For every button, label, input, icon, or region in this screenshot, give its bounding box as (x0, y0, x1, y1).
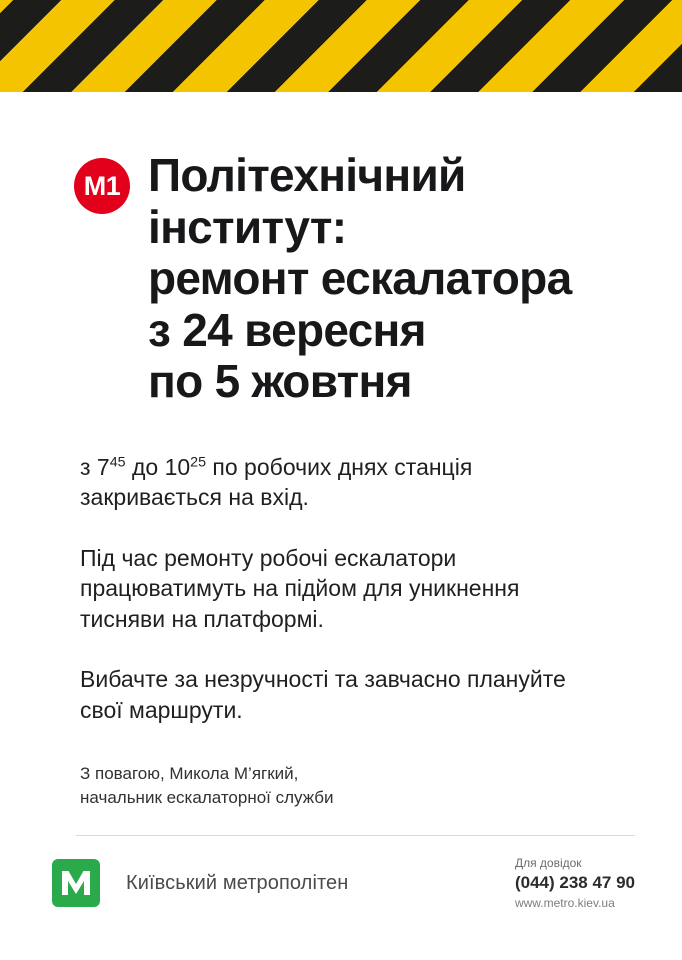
paragraph-apology: Вибачте за незручності та завчасно плануйте свої маршрути. (80, 666, 566, 724)
paragraph-escalator-direction: Під час ремонту робочі ескалатори працюватимуть на підйом для уникнення тисняви на платформі. (80, 544, 520, 632)
hazard-stripe-band (0, 0, 682, 92)
headline-line-3: ремонт ескалатора (148, 252, 572, 305)
headline-line-1: Політехнічний (148, 149, 466, 201)
metro-line-badge (74, 158, 130, 214)
signature-line-1: З повагою, Микола М’ягкий, (80, 763, 299, 783)
page-title (76, 150, 635, 408)
signature-block (76, 762, 635, 811)
contact-label: Для довідок (514, 855, 582, 870)
contact-block (515, 854, 635, 913)
headline-line-5: по 5 жовтня (148, 355, 412, 408)
organization-name: Київський метрополітен (126, 871, 349, 894)
footer-divider (76, 835, 635, 836)
signature-line-2: начальник ескалаторної служби (80, 788, 334, 808)
schedule-text-middle: до 10 (125, 453, 191, 480)
contact-phone[interactable]: (044) 238 47 90 (514, 872, 635, 892)
footer (52, 852, 635, 914)
metro-logo-icon (52, 859, 100, 907)
schedule-start-minutes: 45 (109, 453, 126, 470)
metro-line-badge-label: M1 (83, 171, 121, 201)
schedule-text-start: з 7 (80, 453, 110, 480)
paragraph-schedule (80, 452, 572, 513)
headline-line-2: інститут: (148, 200, 347, 253)
headline-block (76, 150, 635, 408)
headline-line-4: з 24 вересня (148, 303, 426, 356)
body-copy (76, 452, 572, 726)
schedule-end-minutes: 25 (190, 453, 207, 470)
poster-content (0, 92, 682, 960)
schedule-text-end: по робочих днях станція закривається на вхід. (80, 453, 473, 511)
contact-website[interactable]: www.metro.kiev.ua (514, 896, 615, 911)
